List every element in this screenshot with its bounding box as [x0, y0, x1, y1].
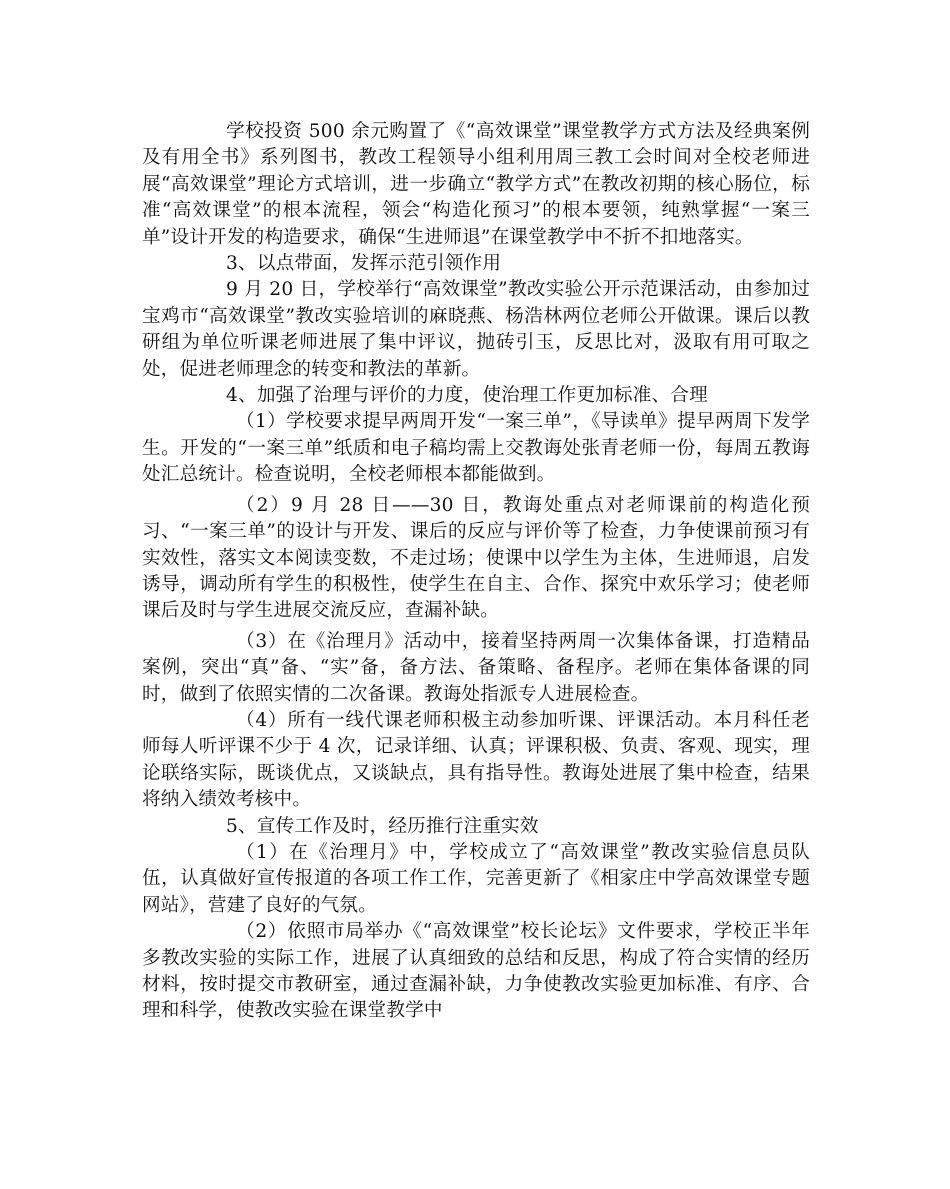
document-body — [142, 119, 810, 1025]
section-heading-3: 3、以点带面，发挥示范引领作用 — [226, 253, 502, 275]
paragraph-item-5-1: （1）在《治理月》中，学校成立了“高效课堂”教改实验信息员队伍，认真做好宣传报道的各项工作工作，完善更新了《相家庄中学高效课堂专题网站》，营建了良好的气氛。 — [142, 841, 810, 916]
section-heading-4: 4、加强了治理与评价的力度，使治理工作更加标准、合理 — [226, 385, 708, 407]
paragraph-item-4-2: （2）9 月 28 日——30 日，教诲处重点对老师课前的构造化预习、“一案三单”的设计与开发、课后的反应与评价等了检查，力争使课前预习有实效性，落实文本阅读变数，不走过场；使课中以学生为主体，生进师退，启发诱导，调动所有学生的积极性，使学生在自主、合作、探究中欢乐学习；使老师课后及时与学生进展交流反应，查漏补缺。 — [142, 494, 810, 622]
paragraph-item-4-3: （3）在《治理月》活动中，接着坚持两周一次集体备课，打造精品案例，突出“真”备、“实”备，备方法、备策略、备程序。老师在集体备课的同时，做到了依照实情的二次备课。教诲处指派专人进展检查。 — [142, 630, 810, 705]
paragraph-item-4-1: （1）学校要求提早两周开发“一案三单”，《导读单》提早两周下发学生。开发的“一案三单”纸质和电子稿均需上交教诲处张青老师一份，每周五教诲处汇总统计。检查说明，全校老师根本都能做到。 — [142, 411, 810, 486]
paragraph-book-purchase: 学校投资 500 余元购置了《“高效课堂”课堂教学方式方法及经典案例及有用全书》系列图书，教改工程领导小组利用周三教工会时间对全校老师进展“高效课堂”理论方式培训，进一步确立“教学方式”在教改初期的核心肠位，标准“高效课堂”的根本流程，领会“构造化预习”的根本要领，纯熟掌握“一案三单”设计开发的构造要求，确保“生进师退”在课堂教学中不折不扣地落实。 — [142, 121, 810, 248]
paragraph-item-4-4: （4）所有一线代课老师积极主动参加听课、评课活动。本月科任老师每人听评课不少于 4 次，记录详细、认真；评课积极、负责、客观、现实，理论联络实际，既谈优点，又谈缺点，具有指导性。教诲处进展了集中检查，结果将纳入绩效考核中。 — [142, 709, 810, 811]
paragraph-demo-class: 9 月 20 日，学校举行“高效课堂”教改实验公开示范课活动，由参加过宝鸡市“高效课堂”教改实验培训的麻晓燕、杨浩林两位老师公开做课。课后以教研组为单位听课老师进展了集中评议，抛砖引玉，反思比对，汲取有用可取之处，促进老师理念的转变和教法的革新。 — [142, 279, 810, 380]
section-heading-5: 5、宣传工作及时，经历推行注重实效 — [226, 815, 539, 837]
paragraph-item-5-2: （2）依照市局举办《“高效课堂”校长论坛》文件要求，学校正半年多教改实验的实际工作，进展了认真细致的总结和反思，构成了符合实情的经历材料，按时提交市教研室，通过查漏补缺，力争使教改实验更加标准、有序、合理和科学，使教改实验在课堂教学中 — [142, 921, 810, 1022]
